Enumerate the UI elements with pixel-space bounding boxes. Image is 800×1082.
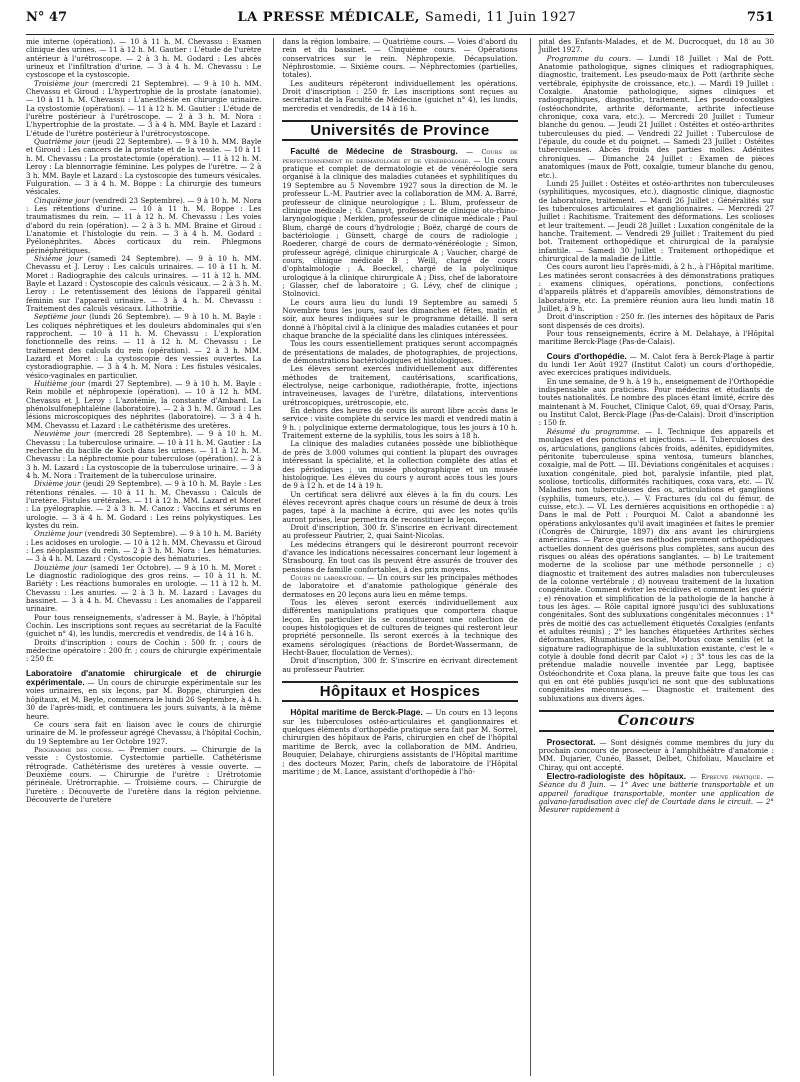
paragraph: Pour tous renseignements, écrire à M. Delahaye, à l'Hôpital maritime Berck-Plage (Pas-de-Calais). — [538, 329, 774, 347]
course-label: — Épreuve pratique. — [686, 772, 763, 781]
paragraph — [26, 669, 261, 721]
section-heading-box — [539, 710, 774, 731]
day-label: Troisième jour — [34, 78, 89, 88]
article-heading: Hôpital maritime de Berck-Plage. — [290, 707, 423, 718]
paragraph — [26, 380, 261, 430]
paragraph: Les médecins étrangers qui le désireront pourront recevoir d'avance les indications nécessaires concernant leur logement à Strasbourg. En tout cas ils peuvent être assurés de trouver des pensions de famille confortables, à des prix moyens. — [282, 539, 518, 574]
paragraph-text: (vendredi 23 Septembre). — 9 à 10 h. M. Nora : Les rétentions d'urine. — 10 à 11 h. M. Boppe : Les traumatismes du rein. — 11 à 12 h. M. Chevassu : Les voies d'abord du rein (opération). — 2 à 3 h. MM. Braine et Giroud : L'anatomie et l'histologie du rein. — 3 à 4 h. M. Godard : Pyélonéphrites. Abcès corticaux du rein. Phlegmons périnéphrétiques. — [26, 195, 262, 255]
paragraph: Un certificat sera délivré aux élèves à la fin du cours. Les élèves recevront après chaque cours un résumé de deux à trois pages, tapé à la machine à écrire, qui avec les notes qu'ils auront prises, leur permettra de reconstituer la leçon. — [282, 489, 518, 524]
section-title: Concours — [617, 713, 695, 730]
section-title: Hôpitaux et Hospices — [319, 683, 481, 701]
paragraph — [26, 530, 261, 563]
paragraph-text: (samedi 1er Octobre). — 9 à 10 h. M. Moret : Le diagnostic radiologique des gros reins. — 10 à 11 h. M. Bariéty : Les réactions humorales en urologie. — 11 à 12 h. M. Chevassu : Les anuries. — 2 à 3 h. M. Lazard : Lavages du bassinet. — 3 à 4 h. M. Chevassu : Les anomalies de l'appareil urinaire. — [26, 562, 262, 614]
section-heading-box — [282, 120, 517, 141]
paragraph: Droit d'inscription, 300 fr. S'inscrire en écrivant directement au professeur Pautrier. — [282, 656, 518, 674]
paragraph: Tous les élèves seront exercés individuellement aux différentes manipulations pratiques que comportera chaque leçon. En particulier ils se constitueront une collection de coupes histologiques et de cultures de teignes qui resteront leur propriété personnelle. Ils seront exercés à la technique des examens sérologiques (réactions de Bordet-Wassermann, de Hecht-Bauer, floculation de Vernes). — [282, 598, 518, 658]
paragraph: La clinique des maladies cutanées possède une bibliothèque de près de 3.000 volumes qui contient la plupart des ouvrages intéressant la spécialité, et la collection complète des atlas et des périodiques ; un musée photographique et un musée histologique. Les élèves du cours y auront accès tous les jours de 9 à 12 h. et de 14 à 19 h. — [282, 439, 518, 491]
page-header — [26, 10, 774, 35]
paragraph — [282, 708, 517, 776]
paragraph — [26, 564, 261, 614]
day-label: Douzième jour — [34, 562, 88, 572]
paragraph: dans la région lombaire. — Quatrième cours. — Voies d'abord du rein et du bassinet. — Cinquième cours. — Opérations conservatrices sur le rein. Néphropexie. Décapsulation. Néphrostomie. — Sixième cours. — Néphrectomies (partielles, totales). — [282, 38, 518, 80]
paragraph — [26, 430, 261, 480]
day-label: Quatrième jour — [34, 137, 90, 147]
paragraph-text: — Un cours en 13 leçons sur les tuberculoses ostéo-articulaires et ganglionnaires et quelques éléments d'orthopédie pratique sera fait par M. Sorrel, chirurgien des hôpitaux de Paris, chirurgien en chef de l'hôpital maritime de Berck, avec la collaboration de MM. Andrieu, Bouquier, Delahaye, chirurgiens assistants de l'Hôpital maritime ; des docteurs Mozer, Parin, chefs de laboratoire de l'Hôpital maritime ; de M. Lance, assistant d'orthopédie à l'hô- — [282, 708, 518, 776]
day-label: Cinquième jour — [34, 195, 90, 205]
paragraph: Ces cours auront lieu l'après-midi, à 2 h., à l'Hôpital maritime. Les matinées seront consacrées à des démonstrations pratiques : examens cliniques, opérations, ponctions, confections d'appareils plâtrés et d'appareils amovibles, démonstrations de laboratoire, etc. La première réunion aura lieu lundi matin 18 Juillet, à 9 h. — [538, 262, 774, 313]
paragraph: Lundi 25 Juillet : Ostéites et ostéo-arthrites non tuberculeuses (syphilitiques, mycosiques, etc.), diagnostic clinique, diagnostic de laboratoire, traitement. — Mardi 26 Juillet : Généralités sur les tuberculoses articulaires et ganglionnaires. — Mercredi 27 Juillet : Rachitisme. Traitement des déformations. Les scolioses et leur traitement. — Jeudi 28 Juillet : Luxation congénitale de la hanche. Traitement. — Vendredi 29 Juillet : Traitement du pied bot. Traitement orthopédique et chirurgical de la paralysie infantile. — Samedi 30 Juillet : Traitement orthopédique et chirurgical de la maladie de Little. — [538, 178, 774, 263]
paragraph-text: — Premier cours. — Chirurgie de la vessie : Cystostomie. Cystectomie partielle. Cathétérisme rétrograde. Cathétérisme des uretères à vessie ouverte. — Deuxième cours. — Chirurgie de l'urètre : Urétrotomie périnéale. Urétrorraphie. — Troisième cours. — Chirurgie de l'uretère : Découverte de l'uretère dans la région pelvienne. Découverte de l'uretère — [26, 744, 262, 804]
paragraph-text: (lundi 26 Septembre). — 9 à 10 h. M. Bayle : Les coliques néphrétiques et les douleurs abdominales qui s'en rapprochent. — 10 à 11 h. M. Chevassu : L'exploration fonctionnelle des reins. — 11 à 12 h. M. Chevassu : Le traitement des calculs du rein (opération). — 2 à 3 h. MM. Lazard et Moret : La cystoscopie des vessies ouvertes. La cystoradiographie. — 3 à 4 h. M. Nora : Les fistules vésicales, vésico-vaginales en particulier. — [26, 312, 262, 380]
program-label: Programme des cours. — [34, 745, 114, 754]
day-label: Onzième jour — [34, 529, 83, 539]
course-label: Cours de perfectionnement de dermatologie et de vénéréologie. — [282, 148, 518, 165]
article-columns — [26, 38, 774, 1076]
course-label: Cours de laboratoire. — [290, 573, 365, 582]
column-1 — [26, 38, 261, 1076]
paragraph: mie interne (opération). — 10 à 11 h. M. Chevassu : Examen clinique des urines. — 11 à 12 h. M. Gautier : L'étude de l'urètre antérieur à l'urétroscope. — 2 à 3 h. M. Godard : Les abcès urineux et l'infiltration d'urine. — 3 à 4 h. M. Chevassu : Le cystoscope et la cystoscopie. — [26, 38, 262, 80]
paragraph — [26, 313, 261, 380]
paragraph-text: (samedi 24 Septembre). — 9 à 10 h. MM. Chevassu et J. Leroy : Les calculs urinaires. — 10 à 11 h. M. Moret : Radiographie des calculs urinaires. — 11 à 12 h. MM. Bayle et Lazard : Cystoscopie des calculs vésicaux. — 2 à 3 h. M. Leroy : Le retentissement des lésions de l'appareil génital féminin sur l'appareil urinaire. — 3 à 4 h. M. Chevassu : Traitement des calculs vésicaux. Lithotritie. — [26, 253, 262, 313]
paragraph-text: — Un cours de chirurgie expérimentale sur les voies urinaires, en six leçons, par M. Boppe, chirurgien des hôpitaux, et M. Beyle, commencera le lundi 26 Septembre, à 4 h. 30 de l'après-midi, et continuera les jours suivants, à la même heure. — [26, 678, 262, 721]
paragraph: Les élèves seront exercés individuellement aux différentes méthodes de traitement, cautérisations, scarifications, électrolyse, neige carbonique, radiothérapie, frotte, injections intraveineuses, lavages de l'urètre, dilatations, interventions urétroscopiques, urétroscopie, etc. — [282, 364, 518, 407]
paragraph: Les auditeurs répéteront individuellement les opérations. Droit d'inscription : 250 fr. Les inscriptions sont reçues au secrétariat de la Faculté de Médecine (guichet n° 4), les lundis, mercredis et vendredis, de 14 à 16 h. — [282, 78, 518, 113]
paragraph — [26, 80, 261, 138]
paragraph: Pour tous renseignements, s'adresser à M. Bayle, à l'hôpital Cochin. Les inscriptions sont reçues au secrétariat de la Faculté (guichet n° 4), les lundis, mercredis et vendredis, de 14 à 16 h. — [26, 612, 262, 639]
section-heading-box — [282, 681, 517, 702]
paragraph-text: — Sont désignés comme membres du jury du prochain concours de prosecteur à l'amphithéâtre d'anatomie : MM. Dujarier, Cunéo, Basset, Delbet, Chifoliau, Mauclaire et Chiray, qui ont accepté. — [538, 737, 774, 772]
paragraph: pital des Enfants-Malades, et de M. Ducrocquet, du 18 au 30 Juillet 1927. — [538, 38, 774, 55]
day-label: Neuvième jour — [34, 429, 90, 439]
paragraph: Faculté de Médecine de Strasbourg. — Cours de perfectionnement de dermatologie et de vénéréologie. — Un cours pratique et complet de dermatologie et de vénéréologie sera organisé à la clinique des maladies cutanées et syphilitiques du 19 Septembre au 5 Novembre 1927 sous la direction de M. le professeur L.-M. Pautrier avec la collaboration de MM. A. Barré, professeur de clinique neurologique ; L. Blum, professeur de clinique médicale ; G. Canuyt, professeur de clinique oto-rhino-laryngologique ; Merklen, professeur de clinique médicale ; Paul Blum, chargé de cours d'hydrologie ; Boëz, chargé de cours de bactériologie ; Günsett, chargé de cours de radiologie ; Roederer, chargé de cours de dermato-vénéréologie ; Simon, professeur agrégé, clinique chirurgicale A ; Vaucher, chargé de cours, clinique médicale B ; Weill, chargé de cours d'ophtalmologie ; A. Boeckel, chargé de la polyclinique urologique à la clinique chirurgicale A ; Diss, chef de laboratoire ; Glasser, chef de laboratoire ; G. Lévy, chef de clinique ; Stolnovici. — [282, 146, 518, 299]
issue-number: N° 47 — [26, 10, 67, 25]
paragraph-text: (mardi 27 Septembre). — 9 à 10 h. M. Bayle : Rein mobile et néphropexie (opération). — 10 à 12 h. MM. Chevassu et J. Leroy : L'azotémie, la constante d'Ambard. La phénolsulfonephtaléine (laboratoire). — 2 à 3 h. M. Giroud : Les lésions microscopiques des néphrites (laboratoire). — 3 à 4 h. MM. Chevassu et Lazard : Le cathétérisme des uretères. — [26, 379, 262, 430]
paragraph: Droit d'inscription, 300 fr. S'inscrire en écrivant directement au professeur Pautrier, 2, quai Saint-Nicolas. — [282, 522, 518, 541]
day-label: Sixième jour — [34, 253, 83, 263]
paragraph — [539, 352, 774, 378]
journal-name: LA PRESSE MÉDICALE, — [237, 10, 420, 25]
article-heading: Prosectorat. — [546, 736, 596, 747]
paragraph — [539, 772, 774, 815]
program-label: Programme du cours. — [546, 53, 631, 63]
paragraph — [26, 746, 261, 804]
paragraph-text: (mercredi 21 Septembre). — 9 à 10 h. MM. Chevassu et Giroud : L'hypertrophie de la prostate (anatomie). — 10 à 11 h. M. Chevassu : L'anesthésie en chirurgie urinaire. La cystostomie (opération). — 11 à 12 h. M. Gautier : L'étude de l'urètre postérieur à l'urétroscope. — 2 à 3 h. M. Nora : L'hypertrophie de la prostate. — 3 à 4 h. MM. Bayle et Lazard : L'étude de l'urètre postérieur à l'urétrocystoscope. — [26, 78, 262, 138]
day-label: Huitième jour — [34, 379, 85, 389]
paragraph: Ce cours sera fait en liaison avec le cours de chirurgie urinaire de M. le professeur agrégé Chevassu, à l'hôpital Cochin, du 19 Septembre au 1er Octobre 1927. — [26, 719, 262, 746]
article-heading: Electro-radiologiste des hôpitaux. — [546, 770, 687, 781]
article-heading: Laboratoire d'anatomie chirurgicale et de chirurgie expérimentale. — [26, 667, 262, 688]
article-heading: Cours d'orthopédie. — [546, 350, 627, 361]
paragraph — [539, 428, 774, 703]
paragraph: Le cours aura lieu du lundi 19 Septembre au samedi 5 Novembre tous les jours, sauf les dimanches et fêtes, matin et soir, aux heures indiquées sur le programme détaillé. Il sera donné à l'hôpital civil à la clinique des maladies cutanées et pour chaque branche de la spécialité dans les cliniques intéressées. — [282, 297, 518, 340]
paragraph-text: — Un cours sur les principales méthodes de laboratoire et d'anatomie pathologique générale des dermatoses en 20 leçons aura lieu en même temps. — [282, 572, 518, 599]
paragraph — [539, 55, 774, 180]
paragraph-text: (jeudi 22 Septembre). — 9 à 10 h. MM. Bayle et Giroud : Les cancers de la prostate et de la vessie. — 10 à 11 h. M. Chevassu : La prostatectomie (opération). — 11 à 12 h. M. Leroy : La blennorragie féminine. Les polypes de l'urètre. — 2 à 3 h. MM. Bayle et Lazard : La cystoscopie des tumeurs vésicales. Fulguration. — 3 à 4 h. M. Boppe : La chirurgie des tumeurs vésicales. — [26, 137, 262, 197]
paragraph-text: (mercredi 28 Septembre). — 9 à 10 h. M. Chevassu : La tuberculose urinaire. — 10 à 11 h. M. Gautier : La recherche du bacille de Koch dans les urines. — 11 à 12 h. M. Chevassu : La néphrectomie pour tuberculose (opération). — 2 à 3 h. M. Lazard : La cystoscopie de la tuberculose urinaire. — 3 à 4 h. M. Nora : Traitement de la tuberculose urinaire. — [26, 429, 262, 480]
paragraph — [539, 738, 774, 772]
paragraph: Droits d'inscription : cours de Cochin : 500 fr. ; cours de médecine opératoire : 200 fr. ; cours de chirurgie expérimentale : 250 fr. — [26, 637, 262, 664]
paragraph-text: — M. Calot fera à Berck-Plage à partir du lundi 1er Août 1927 (Institut Calot) un cours d'orthopédie, avec exercices pratiques individuels. — [538, 351, 774, 378]
issue-date: Samedi, 11 Juin 1927 — [424, 10, 577, 25]
paragraph: En une semaine, de 9 h. à 19 h., enseignement de l'Orthopédie indispensable aux praticiens. Pour médecins et étudiants de toutes nationalités. Le nombre des places étant limité, écrire dès maintenant à M. Fouchet, Clinique Calot, 69, quai d'Orsay, Paris, ou Institut Calot, Berck-Plage (Pas-de-Calais). Droit d'inscription : 150 fr. — [538, 376, 774, 428]
page-number: 751 — [746, 10, 774, 25]
paragraph-text: — I. Technique des appareils et moulages et des ponctions et injections. — II. Tuberculoses des os, articulations, ganglions (abcès froids, adénites, épididymites, péritonite tuberculeuse spina ventosa, tumeurs blanches, coxalgie, mal de Pott. — III. Déviations congénitales et acquises : luxation congénitale, pied bot, paralysie infantile, pied plat, scoliose, torticolis, difformités rachitiques, coxa vara, etc. — IV. Maladies non tuberculeuses des os, articulations et ganglions (syphilis, tumeurs, etc.). — V. Fractures (du col du fémur, de cuisse, etc.). — VI. Les dernières acquisitions en orthopédie : a) Dans le mal de Pott : Pourquoi M. Calot a abandonné les opérations ankylosantes qu'il avait imaginées et faites le premier (Congrès de Chirurgie, 1897) dix ans avant les chirurgiens américains. — Parce que ses méthodes purement orthopédiques actuelles donnent des guérisons plus complètes, sans aucun des risques ou aléas des opérations sanglantes. — b) Le traitement moderne de la scoliose par une méthode personnelle ; c) diagnostic et traitement des autres maladies non tuberculeuses de la colonne vertébrale ; d) nouveau traitement de la luxation congénitale. Comment éviter les récidives et comment les guérir ; e) rénovation et simplification de la pathologie de la hanche à tous les âges. — Rôle capital ignoré jusqu'ici des subluxations congénitales. Sont des subluxations congénitales méconnues : 1° près de moitié des cas actuellement étiquetés Coxalgies (enfants et adultes réunis) ; 2° les hanches étiquetées Arthrites sèches déformantes, Rhumatisme localisé, Morbus coxæ senilis (et la signature radiographique de la subluxation existante, c'est le « cotyle à double fond décrit par Calot ») ; 3° tous les cas de la prétendue maladie nouvelle inventée par Legg, baptisée Ostéochondrite et Coxa plana, la preuve faite que tous les cas qui en ont été publiés jusqu'ici ne sont que des subluxations congénitales méconnues. — Diagnostic et traitement des subluxations aux divers âges. — [538, 426, 774, 703]
paragraph — [26, 197, 261, 255]
paragraph — [282, 574, 517, 599]
section-title: Universités de Province — [310, 122, 490, 140]
paragraph-text: — Séance du 8 Juin. — 1° Avec une batterie transportable et un appareil faradique transportable, monter une application de galvano-faradisation avec clef de Courtade dans le circuit. — 2° Mesurer rapidement à — [538, 771, 774, 815]
paragraph: Tous les cours essentiellement pratiques seront accompagnés de présentations de malades, de photographies, de projections, de démonstrations bactériologiques et histologiques. — [282, 339, 518, 366]
paragraph-text: (vendredi 30 Septembre). — 9 à 10 h. M. Bariéty : Les acidoses en urologie. — 10 à 12 h. MM. Chevassu et Giroud : Les néoplasmes du rein. — 2 à 3 h. M. Nora : Les hématuries. — 3 à 4 h. M. Lazard : Cystoscopie des hématuries. — [26, 529, 262, 564]
paragraph — [26, 255, 261, 313]
paragraph: En dehors des heures de cours ils auront libre accès dans le service : visite complète du service les mardi et vendredi matin à 9 h. ; polyclinique externe dermatologique, tous les jours à 10 h. Traitement externe de la syphilis, tous les soirs à 18 h. — [282, 406, 518, 441]
paragraph-text: (jeudi 29 Septembre). — 9 à 10 h. M. Bayle : Les rétentions rénales. — 10 à 11 h. M. Chevassu : Calculs de l'uretère. Fistules urétérales. — 11 à 12 h. MM. Lazard et Moret : La pyélographie. — 2 à 3 h. M. Canoz : Vaccins et sérums en urologie. — 3 à 4 h. M. Godard : Les reins polykystiques. Les kystes du rein. — [26, 479, 262, 530]
paragraph — [26, 480, 261, 530]
day-label: Dixième jour — [34, 479, 81, 489]
paragraph — [26, 138, 261, 196]
paragraph-text: — Lundi 18 Juillet : Mal de Pott. Anatomie pathologique, signes cliniques et radiographiques, diagnostic, traitement. Les pseudo-maux de Pott (arthrite sèche vertébrale, épiphysite de croissance, etc.). — Mardi 19 Juillet : Coxalgie. Anatomie pathologique, signes cliniques et radiographiques, diagnostic, traitement. Les pseudo-coxalgies (ostéochondrite, arthrite déformante, arthrite infectieuse chronique, coxa vara, etc.). — Mercredi 20 Juillet : Tumeur blanche du genou. — Jeudi 21 Juillet : Ostéites et ostéo-arthrites tuberculeuses du pied. — Vendredi 22 Juillet : Tuberculose de l'épaule, du coude et du poignet. — Samedi 23 Juillet : Ostéites tuberculeuses. Abcès froids des parties molles. Adénites chroniques. — Dimanche 24 Juillet : Examen de pièces anatomiques (maux de Pott, coxalgie, tumeur blanche du genou, etc.). — [538, 53, 774, 180]
day-label: Septième jour — [34, 312, 86, 322]
column-3 — [530, 38, 774, 1076]
article-heading: Faculté de Médecine de Strasbourg. — [290, 146, 458, 157]
program-label: Résumé du programme. — [546, 426, 640, 436]
column-2 — [273, 38, 517, 1076]
paragraph: Droit d'inscription : 250 fr. (les internes des hôpitaux de Paris sont dispensés de ces droits). — [538, 312, 774, 330]
paragraph-text: — Un cours pratique et complet de dermatologie et de vénéréologie sera organisé à la clinique des maladies cutanées et syphilitiques du 19 Septembre au 5 Novembre 1927 sous la direction de M. le professeur L.-M. Pautrier avec la collaboration de MM. A. Barré, professeur de clinique neurologique ; L. Blum, professeur de clinique médicale ; G. Canuyt, professeur de clinique oto-rhino-laryngologique ; Merklen, professeur de clinique médicale ; Paul Blum, chargé de cours d'hydrologie ; Boëz, chargé de cours de bactériologie ; Günsett, chargé de cours de radiologie ; Roederer, chargé de cours de dermato-vénéréologie ; Simon, professeur agrégé, clinique chirurgicale A ; Vaucher, chargé de cours, clinique médicale B ; Weill, chargé de cours d'ophtalmologie ; A. Boeckel, chargé de la polyclinique urologique à la clinique chirurgicale A ; Diss, chef de laboratoire ; Glasser, chef de laboratoire ; G. Lévy, chef de clinique ; Stolnovici. — [282, 155, 518, 299]
journal-title — [238, 10, 577, 25]
